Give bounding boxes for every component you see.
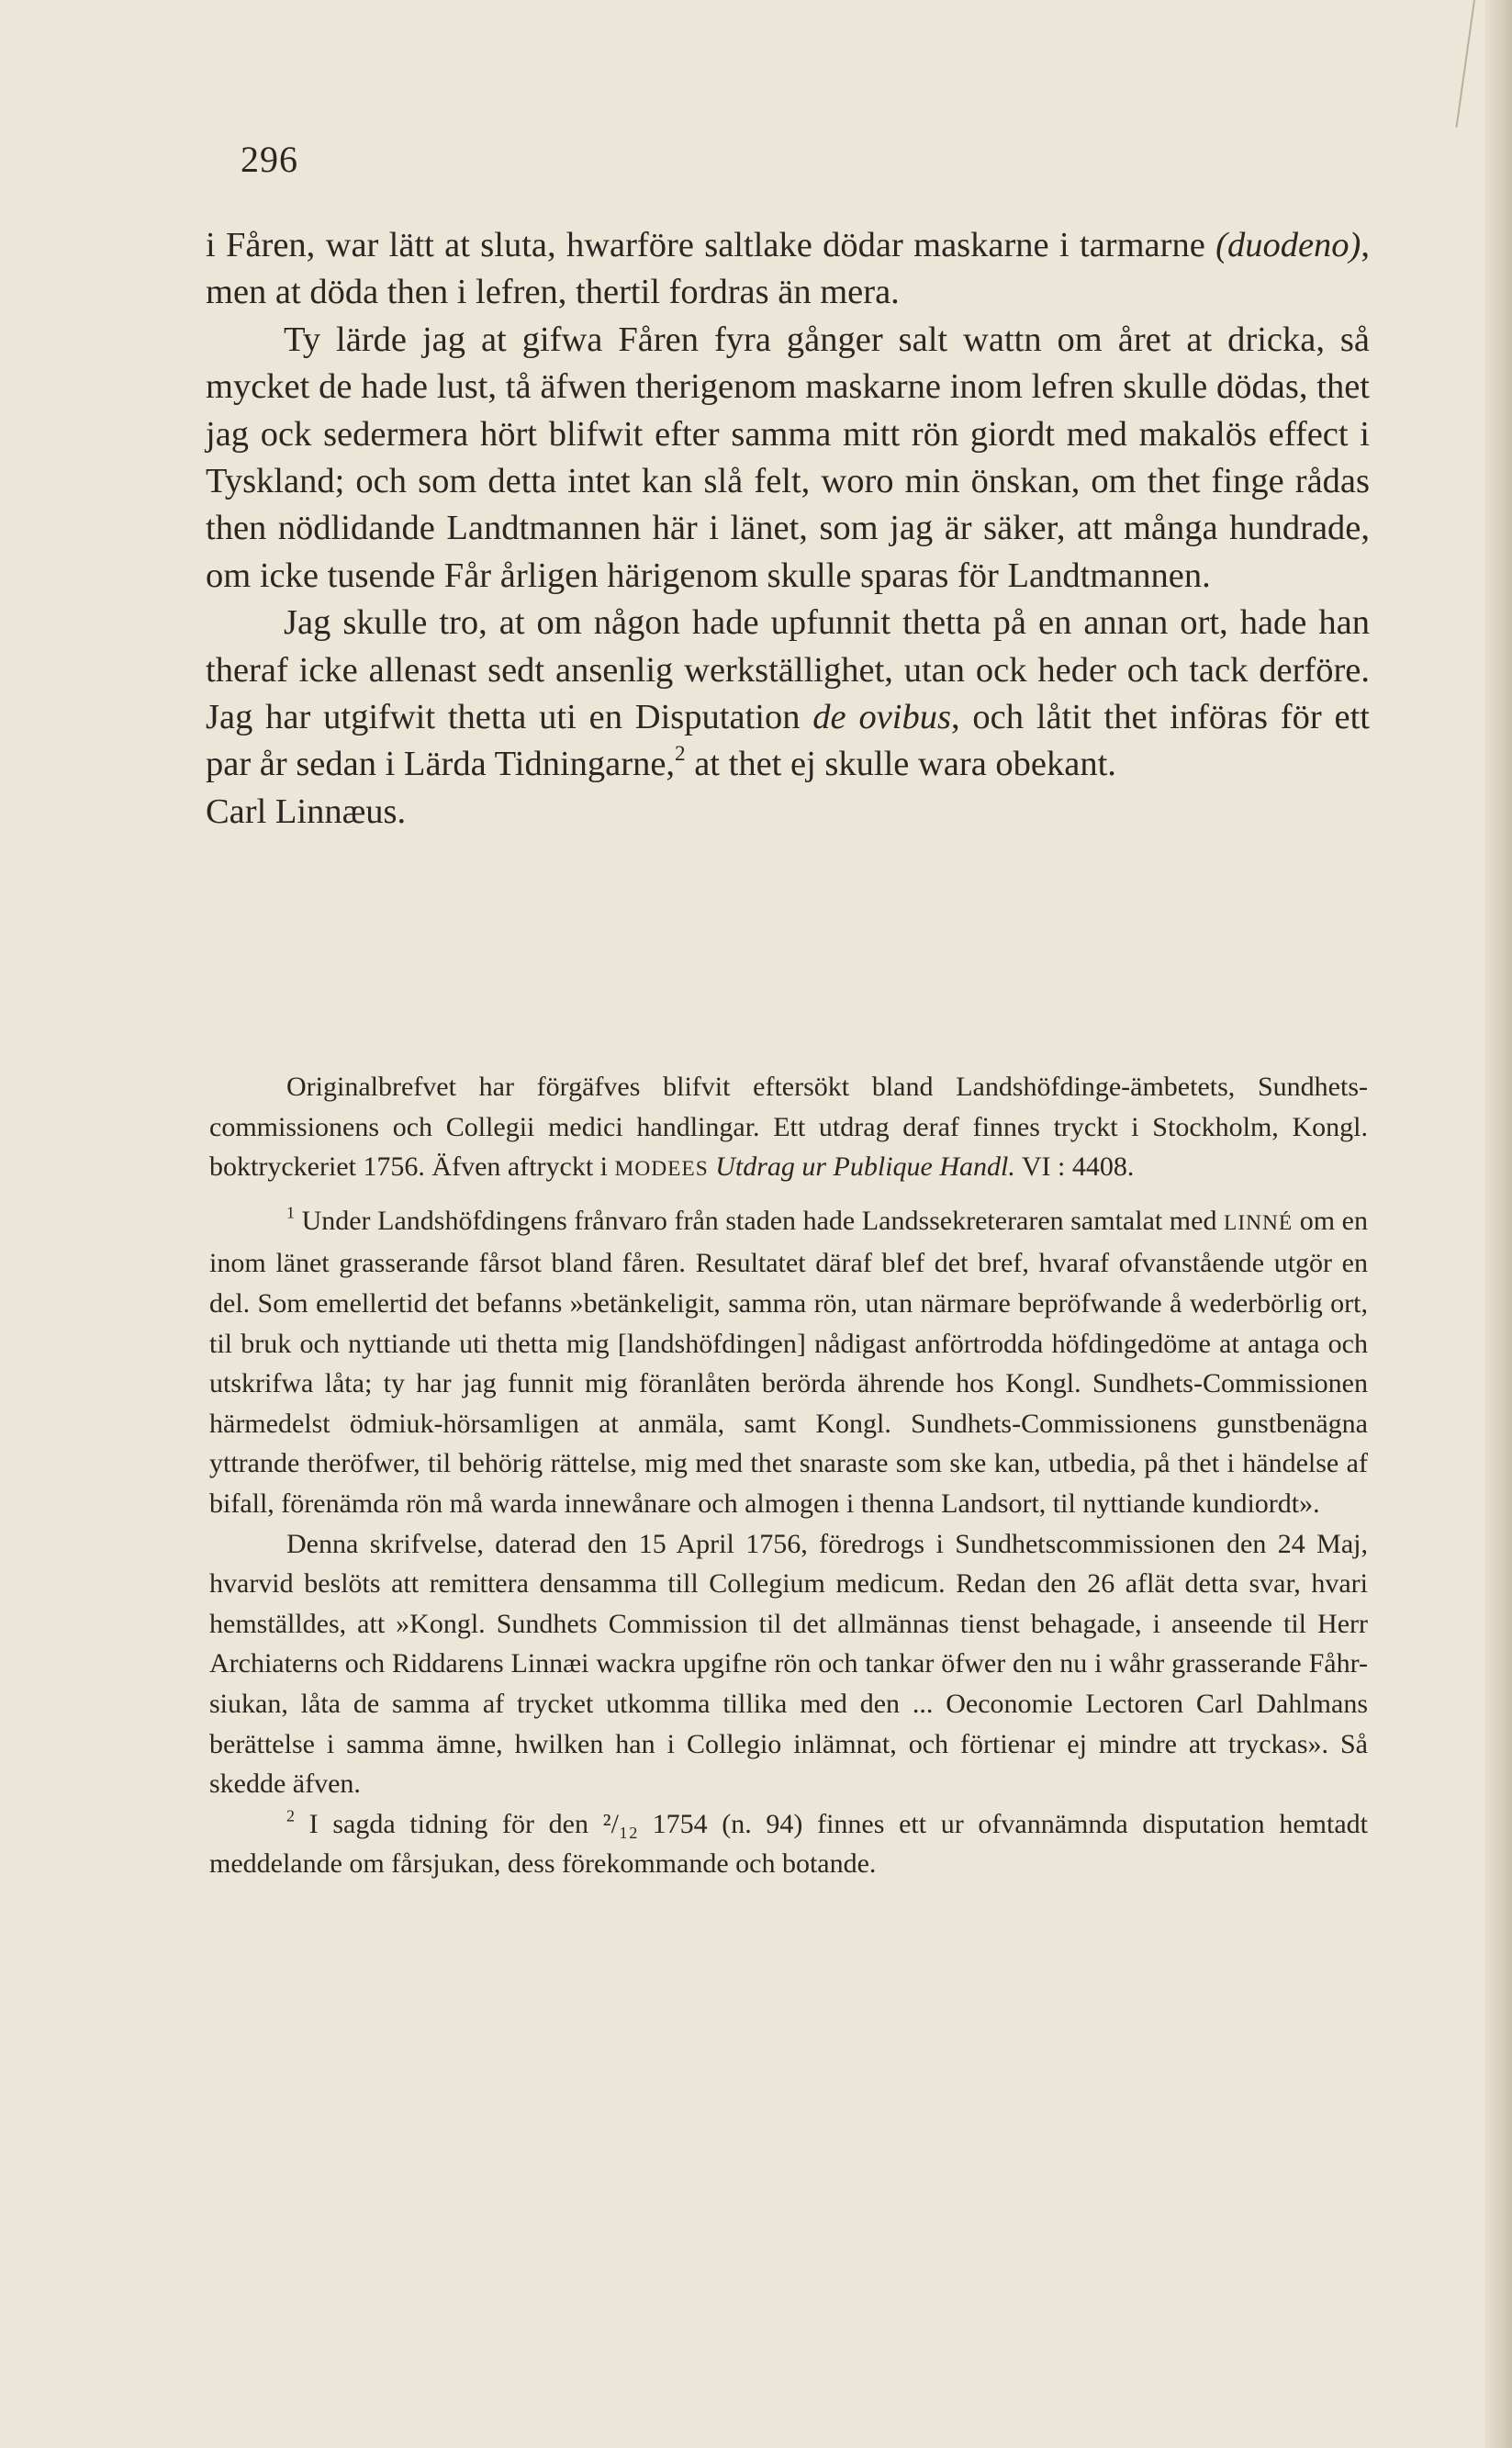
- author-name-smallcaps: MODEES: [614, 1157, 709, 1182]
- footnote-2: $^2$ I sagda tidning för den ²/₁₂ 1754 (n. 94) finnes ett ur ofvannämnda disputation hemtadt meddelande om fårsjukan, dess förekommande och botande.: [209, 1806, 1368, 1880]
- notes-section: [209, 1067, 1368, 1884]
- source-note: Originalbrefvet har förgäfves blifvit eftersökt bland Landshöfdinge-ämbetets, Sundhets-commissionens och Collegii medici handlingar. Ett utdrag deraf finnes tryckt i Stockholm, Kongl. boktryckeriet 1756. Äfven aftryckt i MODEES Utdrag ur Publique Handl. VI : 4408.: [209, 1072, 1368, 1183]
- letter-body: [206, 222, 1370, 836]
- italic-term: de ovibus: [812, 698, 951, 737]
- footnote-1-continuation: Denna skrifvelse, daterad den 15 April 1756, föredrogs i Sundhetscommissionen den 24 Maj, hvarvid beslöts att remittera densamma till Collegium medicum. Redan den 26 aflät detta svar, hvari hemställdes, att »Kongl. Sundhets Commission til det allmännas tienst behagade, i anseende til Herr Archiaterns och Riddarens Linnæi wackra upgifne rön och tankar öfwer den nu i wåhr grasserande Fåhr-siukan, låta de samma af trycket utkomma tillika med den ... Oeconomie Lectoren Carl Dahlmans berättelse i samma ämne, hwilken han i Collegio inlämnat, och förtienar ej mindre att tryckas». Så skedde äfven.: [209, 1528, 1368, 1800]
- letter-paragraph-3: Jag skulle tro, at om någon hade upfunnit thetta på en annan ort, hade han theraf icke allenast sedt ansenlig werkställighet, utan ock heder och tack derföre. Jag har utgifwit thetta uti en Disputation de ovibus, och låtit thet införas för ett par år sedan i Lärda Tidningarne,$^2$ at thet ej skulle wara obekant.: [206, 603, 1370, 784]
- page-fold-line: [1456, 0, 1475, 128]
- page-edge: [1484, 0, 1512, 2448]
- footnote-ref-2: 2: [675, 741, 686, 766]
- italic-title: Utdrag ur Publique Handl.: [715, 1151, 1015, 1183]
- footnote-marker-2: 2: [286, 1806, 295, 1825]
- page-number: 296: [241, 139, 298, 180]
- footnote-1: $^1$ Under Landshöfdingens frånvaro från staden hade Landssekreteraren samtalat med LINNÉ om en inom länet grasserande fårsot bland fåren. Resultatet däraf blef det bref, hvaraf ofvanstående utgör en del. Som emellertid det befanns »betänkeligit, samma rön, utan närmare bepröfwande å wederbörlig ort, til bruk och nyttiande uti thetta mig [landshöfdingen] nådigast anförtrodda höfdingedöme at antaga och utskrifwa låta; ty har jag funnit mig föranlåten berörda ährende hos Kongl. Sundhets-Commissionen härmedelst ödmiuk-hörsamligen at anmäla, samt Kongl. Sundhets-Commissionens gunstbenägna yttrande theröfwer, til behörig rättelse, mig med thet snaraste som ske kan, utbedia, på thet i händelse af bifall, förenämda rön må warda innewånare och almogen i thenna Landsort, til nyttiande kundiordt».: [209, 1203, 1368, 1519]
- author-name-smallcaps: LINNÉ: [1224, 1210, 1294, 1235]
- signature: Carl Linnæus.: [206, 792, 407, 831]
- letter-paragraph-2: Ty lärde jag at gifwa Fåren fyra gånger salt wattn om året at dricka, så mycket de hade lust, tå äfwen therigenom maskarne inom lefren skulle dödas, thet jag ock sedermera hört blifwit efter samma mitt rön giordt med makalös effect i Tyskland; och som detta intet kan slå felt, woro min önskan, om thet finge rådas then nödlidande Landtmannen här i länet, som jag är säker, att många hundrade, om icke tusende Får årligen härigenom skulle sparas för Landtmannen.: [206, 320, 1370, 595]
- footnote-marker-1: 1: [286, 1203, 295, 1222]
- letter-paragraph-1: i Fåren, war lätt at sluta, hwarföre saltlake dödar maskarne i tarmarne (duodeno), men at döda then i lefren, thertil fordras än mera.: [206, 226, 1370, 312]
- italic-term: (duodeno): [1215, 226, 1361, 264]
- date-fraction: ²/₁₂: [602, 1808, 638, 1839]
